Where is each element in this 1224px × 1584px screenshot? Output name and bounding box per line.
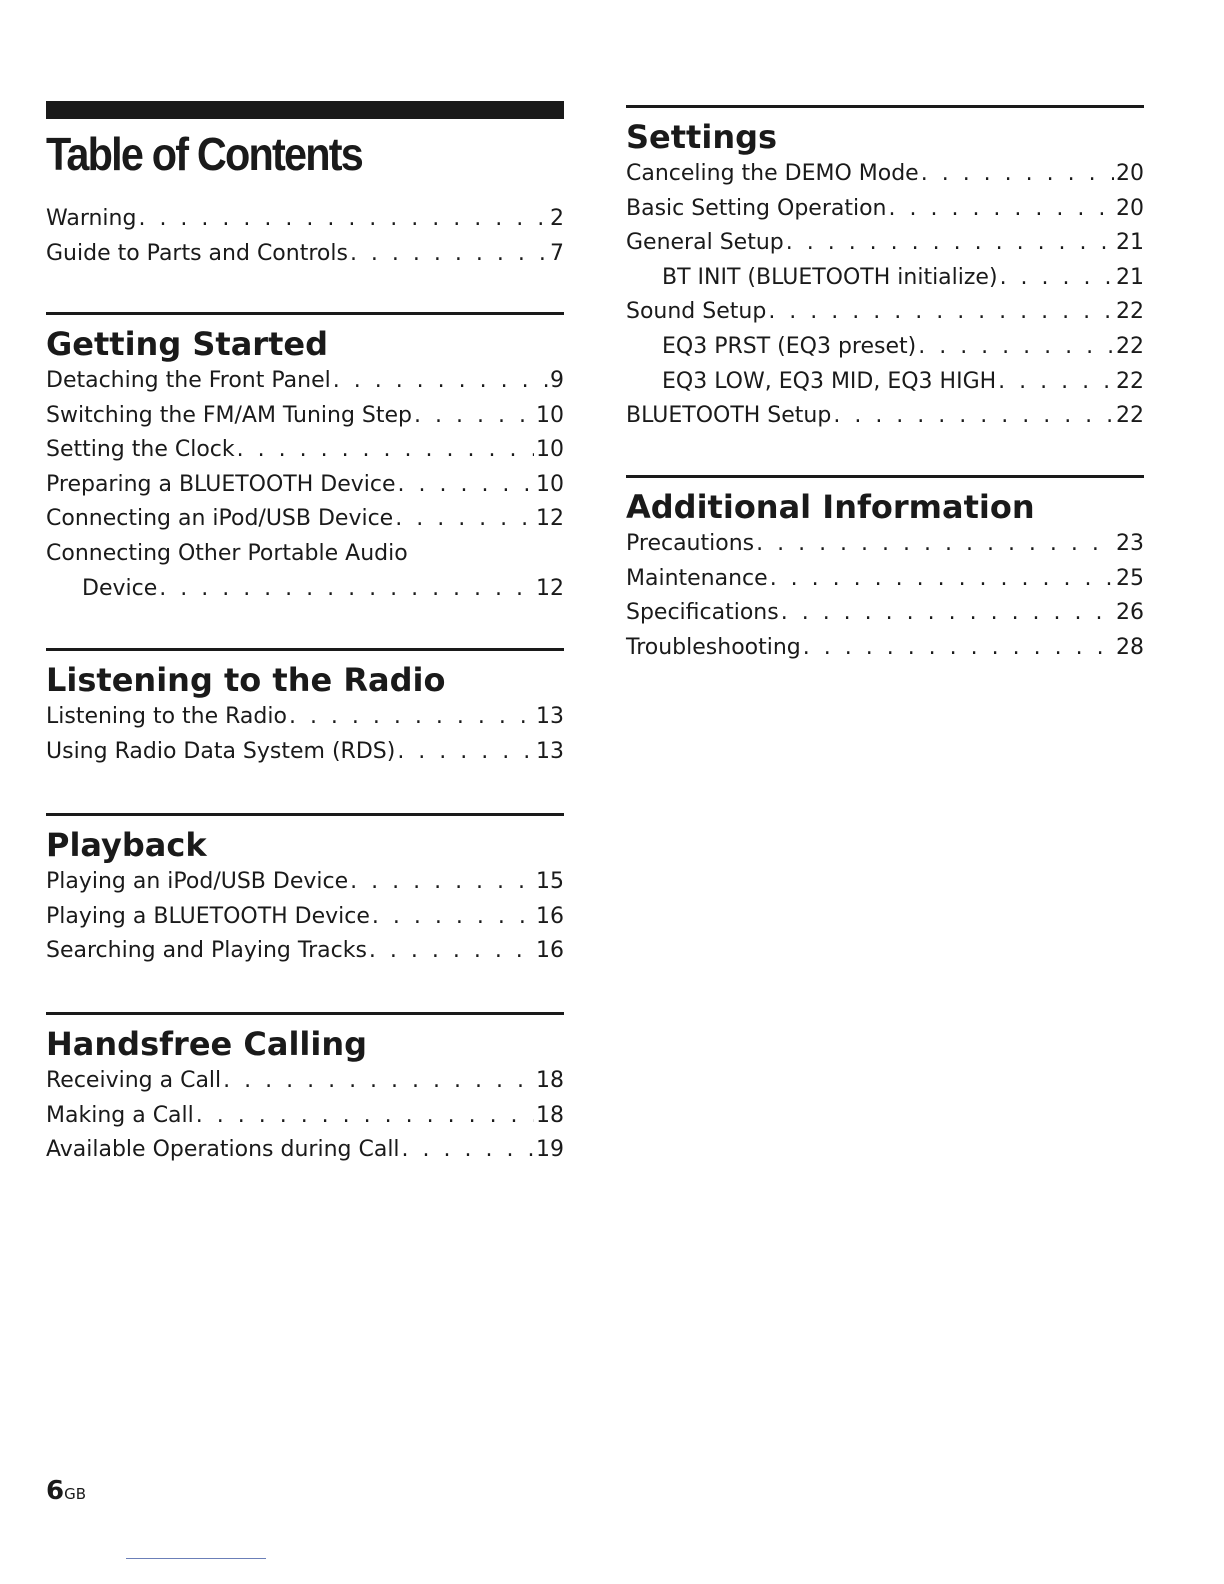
toc-entry-label: EQ3 LOW, EQ3 MID, EQ3 HIGH: [662, 368, 997, 394]
toc-entry[interactable]: [46, 237, 564, 272]
section-handsfree: [46, 1012, 564, 1168]
toc-entry[interactable]: [626, 192, 1144, 227]
toc-entry-label: Maintenance: [626, 565, 768, 591]
toc-entry-label: BT INIT (BLUETOOTH initialize): [662, 264, 998, 290]
section-title: Getting Started: [46, 325, 328, 363]
leader-dots: [1000, 261, 1114, 296]
leader-dots: [889, 192, 1115, 227]
toc-entry[interactable]: [626, 226, 1144, 261]
toc-entry[interactable]: [626, 562, 1144, 597]
toc-entry[interactable]: [626, 261, 1144, 296]
leader-dots: [138, 202, 548, 237]
leader-dots: [350, 237, 548, 272]
leader-dots: [159, 572, 534, 607]
toc-entry-label: Making a Call: [46, 1102, 194, 1128]
toc-entry-page: 20: [1116, 195, 1144, 221]
section-title: Playback: [46, 826, 207, 864]
leader-dots: [196, 1099, 534, 1134]
leader-dots: [398, 468, 535, 503]
toc-entry-label: Searching and Playing Tracks: [46, 938, 367, 964]
section-rule: [46, 813, 564, 816]
toc-entry[interactable]: [46, 735, 564, 770]
toc-entry-label: Preparing a BLUETOOTH Device: [46, 471, 396, 497]
toc-entry-page: 19: [536, 1137, 564, 1163]
section-rule: [46, 648, 564, 651]
toc-entry-label: Connecting an iPod/USB Device: [46, 506, 394, 532]
toc-entry[interactable]: [626, 596, 1144, 631]
toc-entry-label: Basic Setting Operation: [626, 195, 887, 221]
toc-entry[interactable]: [626, 330, 1144, 365]
toc-entry[interactable]: [46, 865, 564, 900]
toc-entry-page: 12: [536, 575, 564, 601]
leader-dots: [781, 596, 1114, 631]
section-title: Handsfree Calling: [46, 1025, 368, 1063]
toc-entry-label: Playing a BLUETOOTH Device: [46, 903, 370, 929]
toc-entry[interactable]: [46, 468, 564, 503]
toc-entry-page: 28: [1116, 634, 1144, 660]
toc-entry[interactable]: [626, 365, 1144, 400]
toc-entry-page: 18: [536, 1102, 564, 1128]
toc-entry-page: 13: [536, 738, 564, 764]
section-title: Settings: [626, 118, 778, 156]
section-rule: [46, 312, 564, 315]
toc-entry-page: 16: [536, 938, 564, 964]
toc-entry[interactable]: [46, 433, 564, 468]
toc-entry-page: 16: [536, 903, 564, 929]
leader-dots: [395, 502, 534, 537]
leader-dots: [921, 157, 1114, 192]
toc-entry-page: 2: [550, 206, 564, 231]
toc-entry-page: 22: [1116, 299, 1144, 325]
section-playback: [46, 813, 564, 969]
leader-dots: [918, 330, 1114, 365]
toc-entry[interactable]: [46, 502, 564, 537]
toc-entry-page: 12: [536, 506, 564, 532]
toc-entry[interactable]: [46, 900, 564, 935]
toc-entry-label: Using Radio Data System (RDS): [46, 738, 396, 764]
toc-entry-page: 9: [550, 368, 564, 393]
toc-entry[interactable]: [46, 364, 564, 399]
toc-entry-page: 21: [1116, 264, 1144, 290]
toc-entry-label: Guide to Parts and Controls: [46, 240, 348, 266]
toc-entry[interactable]: [46, 202, 564, 237]
toc-entry-label: Precautions: [626, 531, 755, 556]
toc-entry-label: Warning: [46, 206, 137, 231]
toc-entry[interactable]: [626, 295, 1144, 330]
page-title: Table of Contents: [46, 128, 362, 180]
leader-dots: [223, 1064, 534, 1099]
bottom-divider: [126, 1558, 266, 1559]
toc-entry-page: 26: [1116, 600, 1144, 626]
leader-dots: [372, 900, 534, 935]
leader-dots: [402, 1133, 534, 1168]
leader-dots: [833, 399, 1114, 434]
section-radio: [46, 648, 564, 769]
leader-dots: [350, 865, 534, 900]
page-number: 6: [46, 1476, 65, 1506]
toc-entry-page: 13: [536, 704, 564, 729]
title-bar: [46, 101, 564, 119]
toc-entry-page: 18: [536, 1068, 564, 1093]
leader-dots: [369, 934, 534, 969]
toc-entry[interactable]: [626, 399, 1144, 434]
toc-entry[interactable]: [46, 934, 564, 969]
toc-entry-page: 22: [1116, 368, 1144, 394]
section-title: Additional Information: [626, 488, 1035, 526]
toc-entry-label: Playing an iPod/USB Device: [46, 869, 349, 894]
toc-entry[interactable]: [46, 1064, 564, 1099]
toc-entry[interactable]: [46, 1099, 564, 1134]
section-rule: [46, 1012, 564, 1015]
page-footer: [46, 1476, 86, 1506]
toc-entry-page: 10: [536, 471, 564, 497]
leader-dots: [289, 700, 534, 735]
toc-entry-label: BLUETOOTH Setup: [626, 403, 832, 429]
leader-dots: [998, 365, 1114, 400]
front-entries: [46, 202, 564, 271]
toc-entry[interactable]: [46, 537, 564, 606]
toc-entry-page: 10: [536, 402, 564, 428]
leader-dots: [803, 631, 1114, 666]
toc-entry-label: Switching the FM/AM Tuning Step: [46, 402, 413, 428]
toc-entry-label: Sound Setup: [626, 299, 767, 325]
section-title: Listening to the Radio: [46, 661, 446, 699]
toc-entry[interactable]: [46, 1133, 564, 1168]
toc-entry-page: 23: [1116, 531, 1144, 556]
toc-entry-page: 25: [1116, 565, 1144, 591]
section-settings: [626, 105, 1144, 434]
toc-entry-page: 21: [1116, 230, 1144, 256]
toc-entry-label: Listening to the Radio: [46, 704, 287, 729]
toc-entry-page: 15: [536, 869, 564, 894]
toc-entry[interactable]: [46, 700, 564, 735]
toc-entry-label: Specifications: [626, 600, 779, 626]
section-rule: [626, 105, 1144, 108]
leader-dots: [414, 399, 534, 434]
toc-entry-label: Canceling the DEMO Mode: [626, 161, 919, 186]
leader-dots: [237, 433, 534, 468]
toc-entry[interactable]: [626, 527, 1144, 562]
leader-dots: [768, 295, 1114, 330]
toc-entry-page: 7: [550, 240, 564, 266]
section-getting-started: [46, 312, 564, 606]
toc-entry-page: 20: [1116, 161, 1144, 186]
leader-dots: [786, 226, 1114, 261]
leader-dots: [333, 364, 548, 399]
leader-dots: [756, 527, 1114, 562]
toc-entry-label-cont: Device: [82, 575, 158, 601]
section-additional: [626, 475, 1144, 665]
toc-entry[interactable]: [46, 399, 564, 434]
toc-entry-label: Troubleshooting: [626, 634, 801, 660]
section-rule: [626, 475, 1144, 478]
toc-entry[interactable]: [626, 631, 1144, 666]
toc-entry-label: Connecting Other Portable Audio: [46, 540, 408, 566]
toc-entry-page: 22: [1116, 333, 1144, 359]
toc-entry-page: 22: [1116, 403, 1144, 429]
toc-entry-label: Setting the Clock: [46, 437, 235, 463]
leader-dots: [770, 562, 1114, 597]
toc-entry-label: Receiving a Call: [46, 1068, 222, 1093]
toc-entry-page: 10: [536, 437, 564, 463]
toc-entry-label: Detaching the Front Panel: [46, 368, 331, 393]
page-suffix: GB: [64, 1485, 87, 1503]
toc-entry-label: General Setup: [626, 230, 784, 256]
leader-dots: [397, 735, 534, 770]
toc-entry-label: Available Operations during Call: [46, 1137, 400, 1163]
toc-entry-label: EQ3 PRST (EQ3 preset): [662, 333, 917, 359]
toc-entry[interactable]: [626, 157, 1144, 192]
